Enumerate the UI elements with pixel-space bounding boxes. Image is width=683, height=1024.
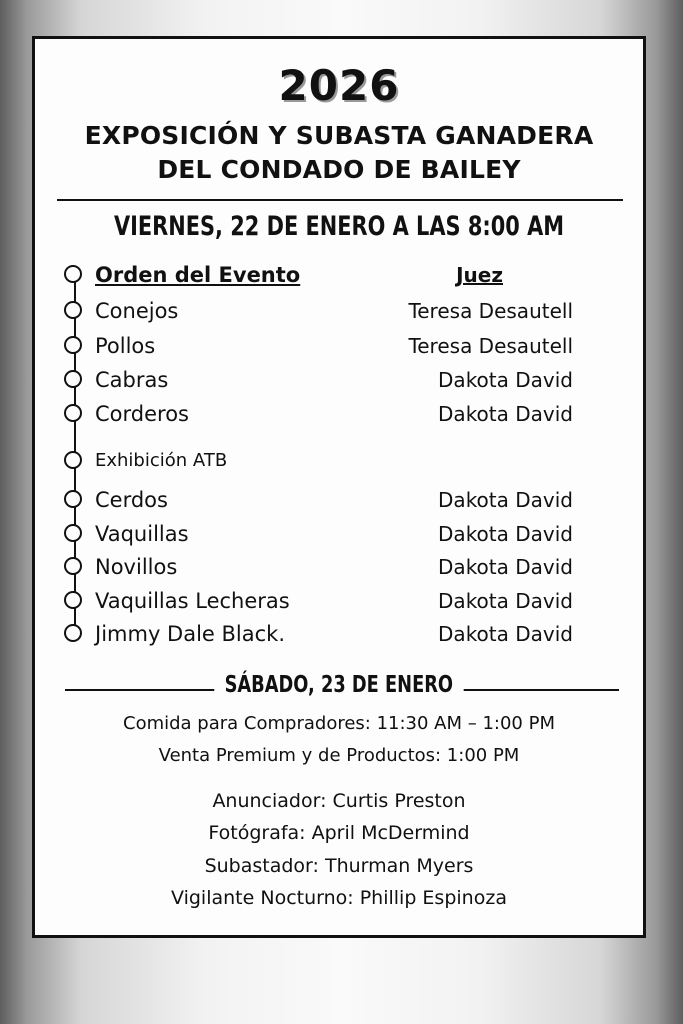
staff-announcer: Anunciador: Curtis Preston (212, 790, 466, 812)
event-year: 2026 (278, 61, 400, 110)
event-name: Jimmy Dale Black. (95, 622, 286, 646)
timeline-dot (64, 265, 82, 283)
timeline-dot (64, 557, 82, 575)
timeline-dot (64, 591, 82, 609)
saturday-heading-wrap (35, 672, 643, 698)
schedule-row (35, 446, 643, 476)
premium-sale-info: Venta Premium y de Productos: 1:00 PM (158, 745, 520, 766)
buyers-meal-info: Comida para Compradores: 11:30 AM – 1:00 PM (123, 713, 555, 734)
schedule-row (35, 619, 643, 649)
schedule-row (35, 552, 643, 582)
staff-auctioneer: Subastador: Thurman Myers (204, 855, 474, 877)
judge-name: Dakota David (438, 368, 573, 392)
saturday-heading: SÁBADO, 23 DE ENERO (214, 672, 463, 698)
timeline-dot (64, 490, 82, 508)
title-divider (57, 199, 623, 201)
schedule-header (35, 260, 643, 290)
judge-column-header: Juez (456, 263, 503, 287)
event-column-header: Orden del Evento (95, 263, 301, 287)
event-name: Cabras (95, 368, 169, 392)
event-title-line-1: EXPOSICIÓN Y SUBASTA GANADERA (84, 121, 594, 150)
judge-name: Dakota David (438, 488, 573, 512)
judge-name: Teresa Desautell (408, 334, 573, 358)
event-name: Cerdos (95, 488, 168, 512)
timeline-dot (64, 370, 82, 388)
timeline-dot (64, 524, 82, 542)
timeline-dot (64, 624, 82, 642)
timeline-dot (64, 451, 82, 469)
judge-name: Dakota David (438, 555, 573, 579)
judge-name: Dakota David (438, 622, 573, 646)
schedule-row (35, 296, 643, 326)
timeline-dot (64, 404, 82, 422)
event-name: Corderos (95, 402, 189, 426)
timeline-dot (64, 336, 82, 354)
judge-name: Teresa Desautell (408, 299, 573, 323)
schedule-row (35, 586, 643, 616)
judge-name: Dakota David (438, 589, 573, 613)
event-name: Exhibición ATB (95, 450, 228, 471)
event-title-line-2: DEL CONDADO DE BAILEY (157, 155, 521, 184)
schedule-row (35, 519, 643, 549)
schedule-row (35, 365, 643, 395)
staff-night-watch: Vigilante Nocturno: Phillip Espinoza (171, 887, 507, 909)
judge-name: Dakota David (438, 402, 573, 426)
event-name: Novillos (95, 555, 178, 579)
event-name: Vaquillas Lecheras (95, 589, 290, 613)
staff-photographer: Fotógrafa: April McDermind (208, 822, 470, 844)
schedule-row (35, 485, 643, 515)
event-flyer (32, 36, 646, 938)
event-name: Pollos (95, 334, 156, 358)
schedule-row (35, 399, 643, 429)
friday-heading: VIERNES, 22 DE ENERO A LAS 8:00 AM (113, 211, 565, 242)
event-name: Vaquillas (95, 522, 189, 546)
timeline-dot (64, 301, 82, 319)
judge-name: Dakota David (438, 522, 573, 546)
event-name: Conejos (95, 299, 179, 323)
schedule-row (35, 331, 643, 361)
